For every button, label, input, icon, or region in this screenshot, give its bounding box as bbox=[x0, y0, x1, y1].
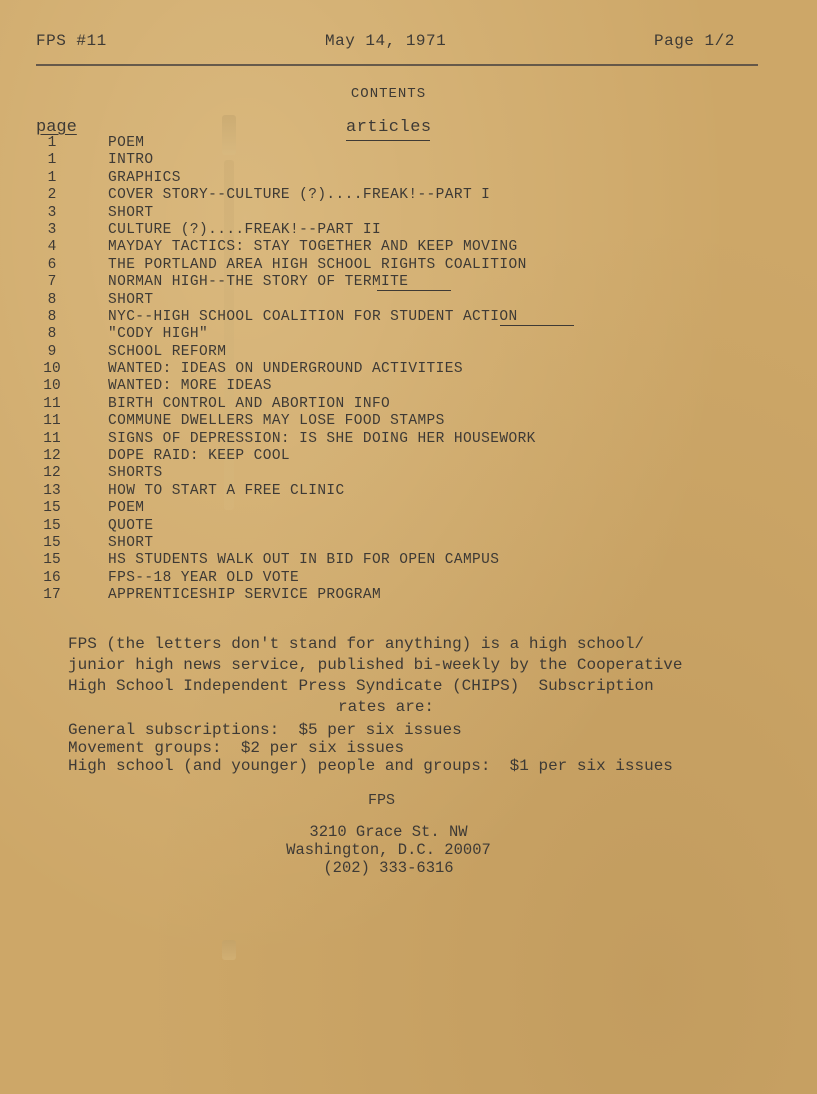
toc-page: 6 bbox=[47, 256, 57, 273]
description-line: rates are: bbox=[338, 698, 435, 716]
toc-row bbox=[0, 309, 817, 326]
toc-title: MAYDAY TACTICS: STAY TOGETHER AND KEEP MOVING bbox=[108, 239, 518, 256]
toc-row bbox=[0, 570, 817, 587]
toc-page: 1 bbox=[47, 169, 57, 186]
toc-page: 1 bbox=[47, 152, 57, 169]
toc-title: DOPE RAID: KEEP COOL bbox=[108, 448, 291, 465]
toc-page: 15 bbox=[43, 552, 61, 569]
toc-title: NORMAN HIGH--THE STORY OF TERMITE bbox=[108, 274, 409, 291]
toc-row bbox=[0, 396, 817, 413]
address-city: Washington, D.C. 20007 bbox=[286, 841, 491, 859]
subscription-rates bbox=[68, 721, 673, 775]
toc-page: 2 bbox=[47, 187, 57, 204]
toc-page: 4 bbox=[47, 239, 57, 256]
issue-date: May 14, 1971 bbox=[325, 32, 447, 50]
toc-title: SIGNS OF DEPRESSION: IS SHE DOING HER HOUSEWORK bbox=[108, 430, 536, 447]
toc-page: 15 bbox=[43, 534, 61, 551]
toc-row bbox=[0, 257, 817, 274]
toc-title: FPS--18 YEAR OLD VOTE bbox=[108, 569, 300, 586]
description-line: High School Independent Press Syndicate (CHIPS) Subscription bbox=[68, 677, 654, 695]
toc-row bbox=[0, 378, 817, 395]
toc-row bbox=[0, 239, 817, 256]
toc-row bbox=[0, 500, 817, 517]
toc-page: 9 bbox=[47, 343, 57, 360]
toc-page: 11 bbox=[43, 395, 61, 412]
toc-row bbox=[0, 518, 817, 535]
toc-title: WANTED: MORE IDEAS bbox=[108, 378, 272, 395]
toc-page: 8 bbox=[47, 308, 57, 325]
toc-page: 17 bbox=[43, 587, 61, 604]
mailing-address bbox=[0, 823, 777, 877]
toc-page: 15 bbox=[43, 500, 61, 517]
toc-title: COVER STORY--CULTURE (?)....FREAK!--PART I bbox=[108, 187, 491, 204]
toc-title: POEM bbox=[108, 500, 145, 517]
toc-title: APPRENTICESHIP SERVICE PROGRAM bbox=[108, 587, 382, 604]
staple-mark bbox=[222, 940, 236, 960]
address-street: 3210 Grace St. NW bbox=[309, 823, 468, 841]
toc-row bbox=[0, 187, 817, 204]
toc-title: SHORTS bbox=[108, 465, 163, 482]
toc-title: THE PORTLAND AREA HIGH SCHOOL RIGHTS COALITION bbox=[108, 256, 527, 273]
sign-off: FPS bbox=[367, 792, 395, 809]
description-line: junior high news service, published bi-weekly by the Cooperative bbox=[68, 656, 683, 674]
address-phone: (202) 333-6316 bbox=[323, 859, 454, 877]
toc-title: WANTED: IDEAS ON UNDERGROUND ACTIVITIES bbox=[108, 361, 463, 378]
rate-line: Movement groups: $2 per six issues bbox=[68, 739, 405, 757]
toc-title: "CODY HIGH" bbox=[108, 326, 209, 343]
toc-page: 8 bbox=[47, 326, 57, 343]
toc-row bbox=[0, 135, 817, 152]
toc-row bbox=[0, 222, 817, 239]
toc-title: SCHOOL REFORM bbox=[108, 343, 227, 360]
rate-line: General subscriptions: $5 per six issues bbox=[68, 721, 462, 739]
issue-number: FPS #11 bbox=[36, 32, 107, 50]
toc-row bbox=[0, 535, 817, 552]
toc-row bbox=[0, 483, 817, 500]
toc-row bbox=[0, 413, 817, 430]
toc-title: SHORT bbox=[108, 204, 154, 221]
toc-page: 11 bbox=[43, 413, 61, 430]
toc-page-heading: page bbox=[36, 118, 77, 137]
toc-row bbox=[0, 274, 817, 291]
description-line: FPS (the letters don't stand for anything) is a high school/ bbox=[68, 635, 645, 653]
toc-row bbox=[0, 552, 817, 569]
toc-title: SHORT bbox=[108, 291, 154, 308]
toc-page: 11 bbox=[43, 430, 61, 447]
toc-title: HOW TO START A FREE CLINIC bbox=[108, 482, 345, 499]
toc-title: GRAPHICS bbox=[108, 169, 181, 186]
toc-page: 3 bbox=[47, 221, 57, 238]
rate-line: High school (and younger) people and groups: $1 per six issues bbox=[68, 757, 673, 775]
toc-title: NYC--HIGH SCHOOL COALITION FOR STUDENT ACTION bbox=[108, 308, 518, 325]
header-rule bbox=[36, 64, 758, 66]
service-description bbox=[68, 634, 768, 718]
toc-page: 13 bbox=[43, 482, 61, 499]
toc-page: 1 bbox=[47, 135, 57, 151]
toc-title: INTRO bbox=[108, 152, 154, 169]
toc-title: SHORT bbox=[108, 534, 154, 551]
toc-articles-heading: articles bbox=[346, 118, 432, 137]
toc-row bbox=[0, 587, 817, 604]
toc-page: 12 bbox=[43, 465, 61, 482]
toc-page: 8 bbox=[47, 291, 57, 308]
table-of-contents bbox=[0, 135, 817, 605]
toc-page: 16 bbox=[43, 569, 61, 586]
toc-row bbox=[0, 431, 817, 448]
page-indicator: Page 1/2 bbox=[654, 32, 735, 50]
toc-page: 3 bbox=[47, 204, 57, 221]
toc-page: 15 bbox=[43, 517, 61, 534]
toc-title: COMMUNE DWELLERS MAY LOSE FOOD STAMPS bbox=[108, 413, 445, 430]
toc-page: 12 bbox=[43, 448, 61, 465]
toc-row bbox=[0, 344, 817, 361]
toc-page: 10 bbox=[43, 378, 61, 395]
toc-row bbox=[0, 205, 817, 222]
toc-row bbox=[0, 448, 817, 465]
toc-page: 7 bbox=[47, 274, 57, 291]
toc-title: CULTURE (?)....FREAK!--PART II bbox=[108, 221, 382, 238]
toc-row bbox=[0, 361, 817, 378]
toc-title: POEM bbox=[108, 135, 145, 151]
toc-title: QUOTE bbox=[108, 517, 154, 534]
toc-title: BIRTH CONTROL AND ABORTION INFO bbox=[108, 395, 391, 412]
toc-row bbox=[0, 465, 817, 482]
toc-row bbox=[0, 326, 817, 343]
contents-title: CONTENTS bbox=[350, 86, 427, 102]
toc-title: HS STUDENTS WALK OUT IN BID FOR OPEN CAMPUS bbox=[108, 552, 500, 569]
toc-row bbox=[0, 152, 817, 169]
toc-row bbox=[0, 292, 817, 309]
toc-row bbox=[0, 170, 817, 187]
toc-page: 10 bbox=[43, 361, 61, 378]
